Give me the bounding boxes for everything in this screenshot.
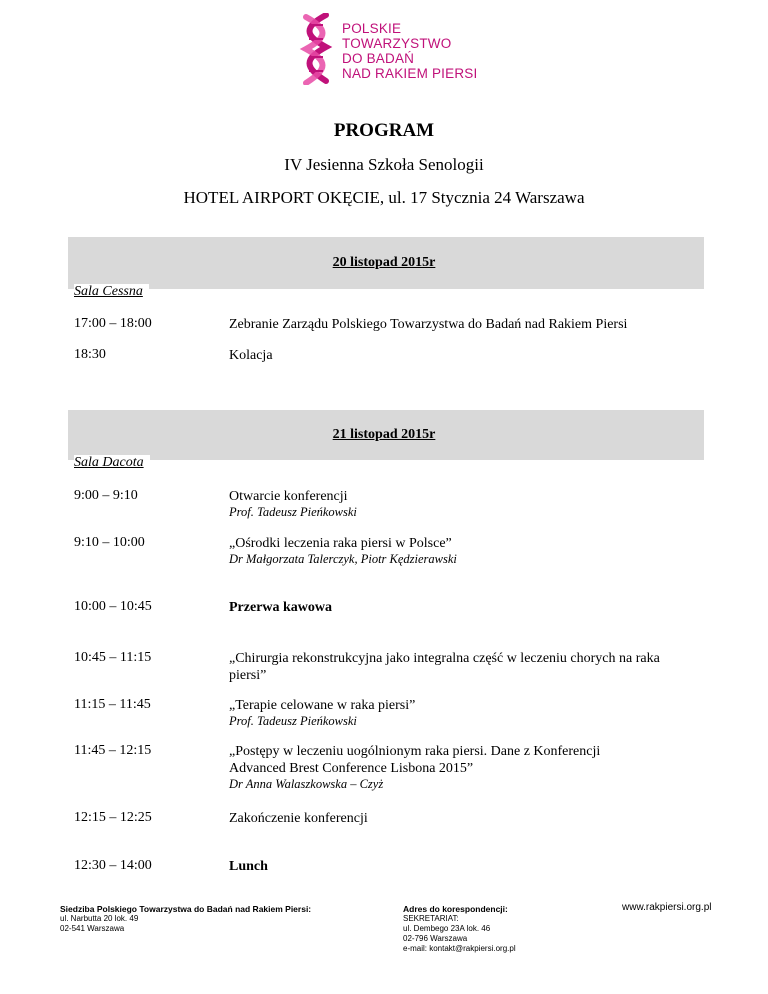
event-speaker: Dr Małgorzata Talerczyk, Piotr Kędzierawski [229, 552, 457, 566]
room-label: Sala Dacota [74, 455, 150, 471]
event-speaker: Prof. Tadeusz Pieńkowski [229, 505, 357, 519]
footer-headquarters [60, 904, 311, 934]
schedule-event [229, 858, 689, 875]
footer-email: e-mail: kontakt@rakpiersi.org.pl [403, 944, 516, 953]
schedule-time: 10:45 – 11:15 [74, 650, 152, 665]
schedule-time: 11:15 – 11:45 [74, 697, 151, 712]
schedule-event [229, 347, 689, 364]
schedule-event [229, 650, 684, 684]
schedule-time: 10:00 – 10:45 [74, 599, 152, 614]
footer-line: 02-796 Warszawa [403, 934, 468, 943]
event-subtitle: IV Jesienna Szkoła Senologii [284, 155, 484, 174]
schedule-event [229, 697, 689, 729]
schedule-time: 11:45 – 12:15 [74, 743, 152, 758]
ribbon-helix-icon [296, 13, 336, 85]
event-title: „Terapie celowane w raka piersi” [229, 698, 416, 713]
footer-line: 02-541 Warszawa [60, 924, 125, 933]
schedule-time: 12:30 – 14:00 [74, 858, 152, 873]
event-title: Otwarcie konferencji [229, 489, 348, 504]
event-title: Przerwa kawowa [229, 600, 333, 615]
schedule-time: 17:00 – 18:00 [74, 316, 152, 331]
logo-line: NAD RAKIEM PIERSI [342, 66, 478, 81]
logo-line: TOWARZYSTWO [342, 36, 452, 51]
schedule-time: 12:15 – 12:25 [74, 810, 152, 825]
event-title: Kolacja [229, 348, 273, 363]
schedule-event [229, 599, 689, 616]
schedule-time: 9:10 – 10:00 [74, 535, 145, 550]
event-speaker: Dr Anna Walaszkowska – Czyż [229, 777, 384, 791]
event-title: „Ośrodki leczenia raka piersi w Polsce” [229, 536, 452, 551]
logo-line: DO BADAŃ [342, 51, 415, 66]
schedule-event [229, 316, 689, 333]
event-title: „Postępy w leczeniu uogólnionym raka piersi. Dane z Konferencji Advanced Brest Conference Lisbona 2015” [229, 744, 601, 776]
schedule-event [229, 743, 659, 792]
schedule-event [229, 810, 689, 827]
schedule-time: 9:00 – 9:10 [74, 488, 138, 503]
schedule-event [229, 488, 689, 520]
event-title: Zebranie Zarządu Polskiego Towarzystwa do Badań nad Rakiem Piersi [229, 317, 628, 332]
event-venue: HOTEL AIRPORT OKĘCIE, ul. 17 Stycznia 24 Warszawa [183, 188, 585, 207]
footer-correspondence [403, 904, 516, 954]
event-title: Zakończenie konferencji [229, 811, 368, 826]
logo-line: POLSKIE [342, 21, 402, 36]
page-title: PROGRAM [333, 120, 435, 141]
event-title: Lunch [229, 859, 268, 874]
day-label: 20 listopad 2015r [332, 255, 436, 270]
footer-website[interactable]: www.rakpiersi.org.pl [622, 902, 712, 913]
footer-line: ul. Dembego 23A lok. 46 [403, 924, 491, 933]
day-label: 21 listopad 2015r [332, 427, 436, 442]
schedule-time: 18:30 [74, 347, 106, 362]
event-speaker: Prof. Tadeusz Pieńkowski [229, 714, 357, 728]
footer-heading: Siedziba Polskiego Towarzystwa do Badań nad Rakiem Piersi: [60, 904, 312, 914]
schedule-event [229, 535, 689, 567]
footer-line: ul. Narbutta 20 lok. 49 [60, 914, 139, 923]
footer-line: SEKRETARIAT: [403, 914, 459, 923]
logo-wordmark [342, 21, 477, 81]
footer-heading: Adres do korespondencji: [403, 904, 508, 914]
room-label: Sala Cessna [74, 284, 149, 300]
society-logo [296, 13, 478, 85]
event-title: „Chirurgia rekonstrukcyjna jako integralna część w leczeniu chorych na raka piersi” [229, 651, 660, 683]
